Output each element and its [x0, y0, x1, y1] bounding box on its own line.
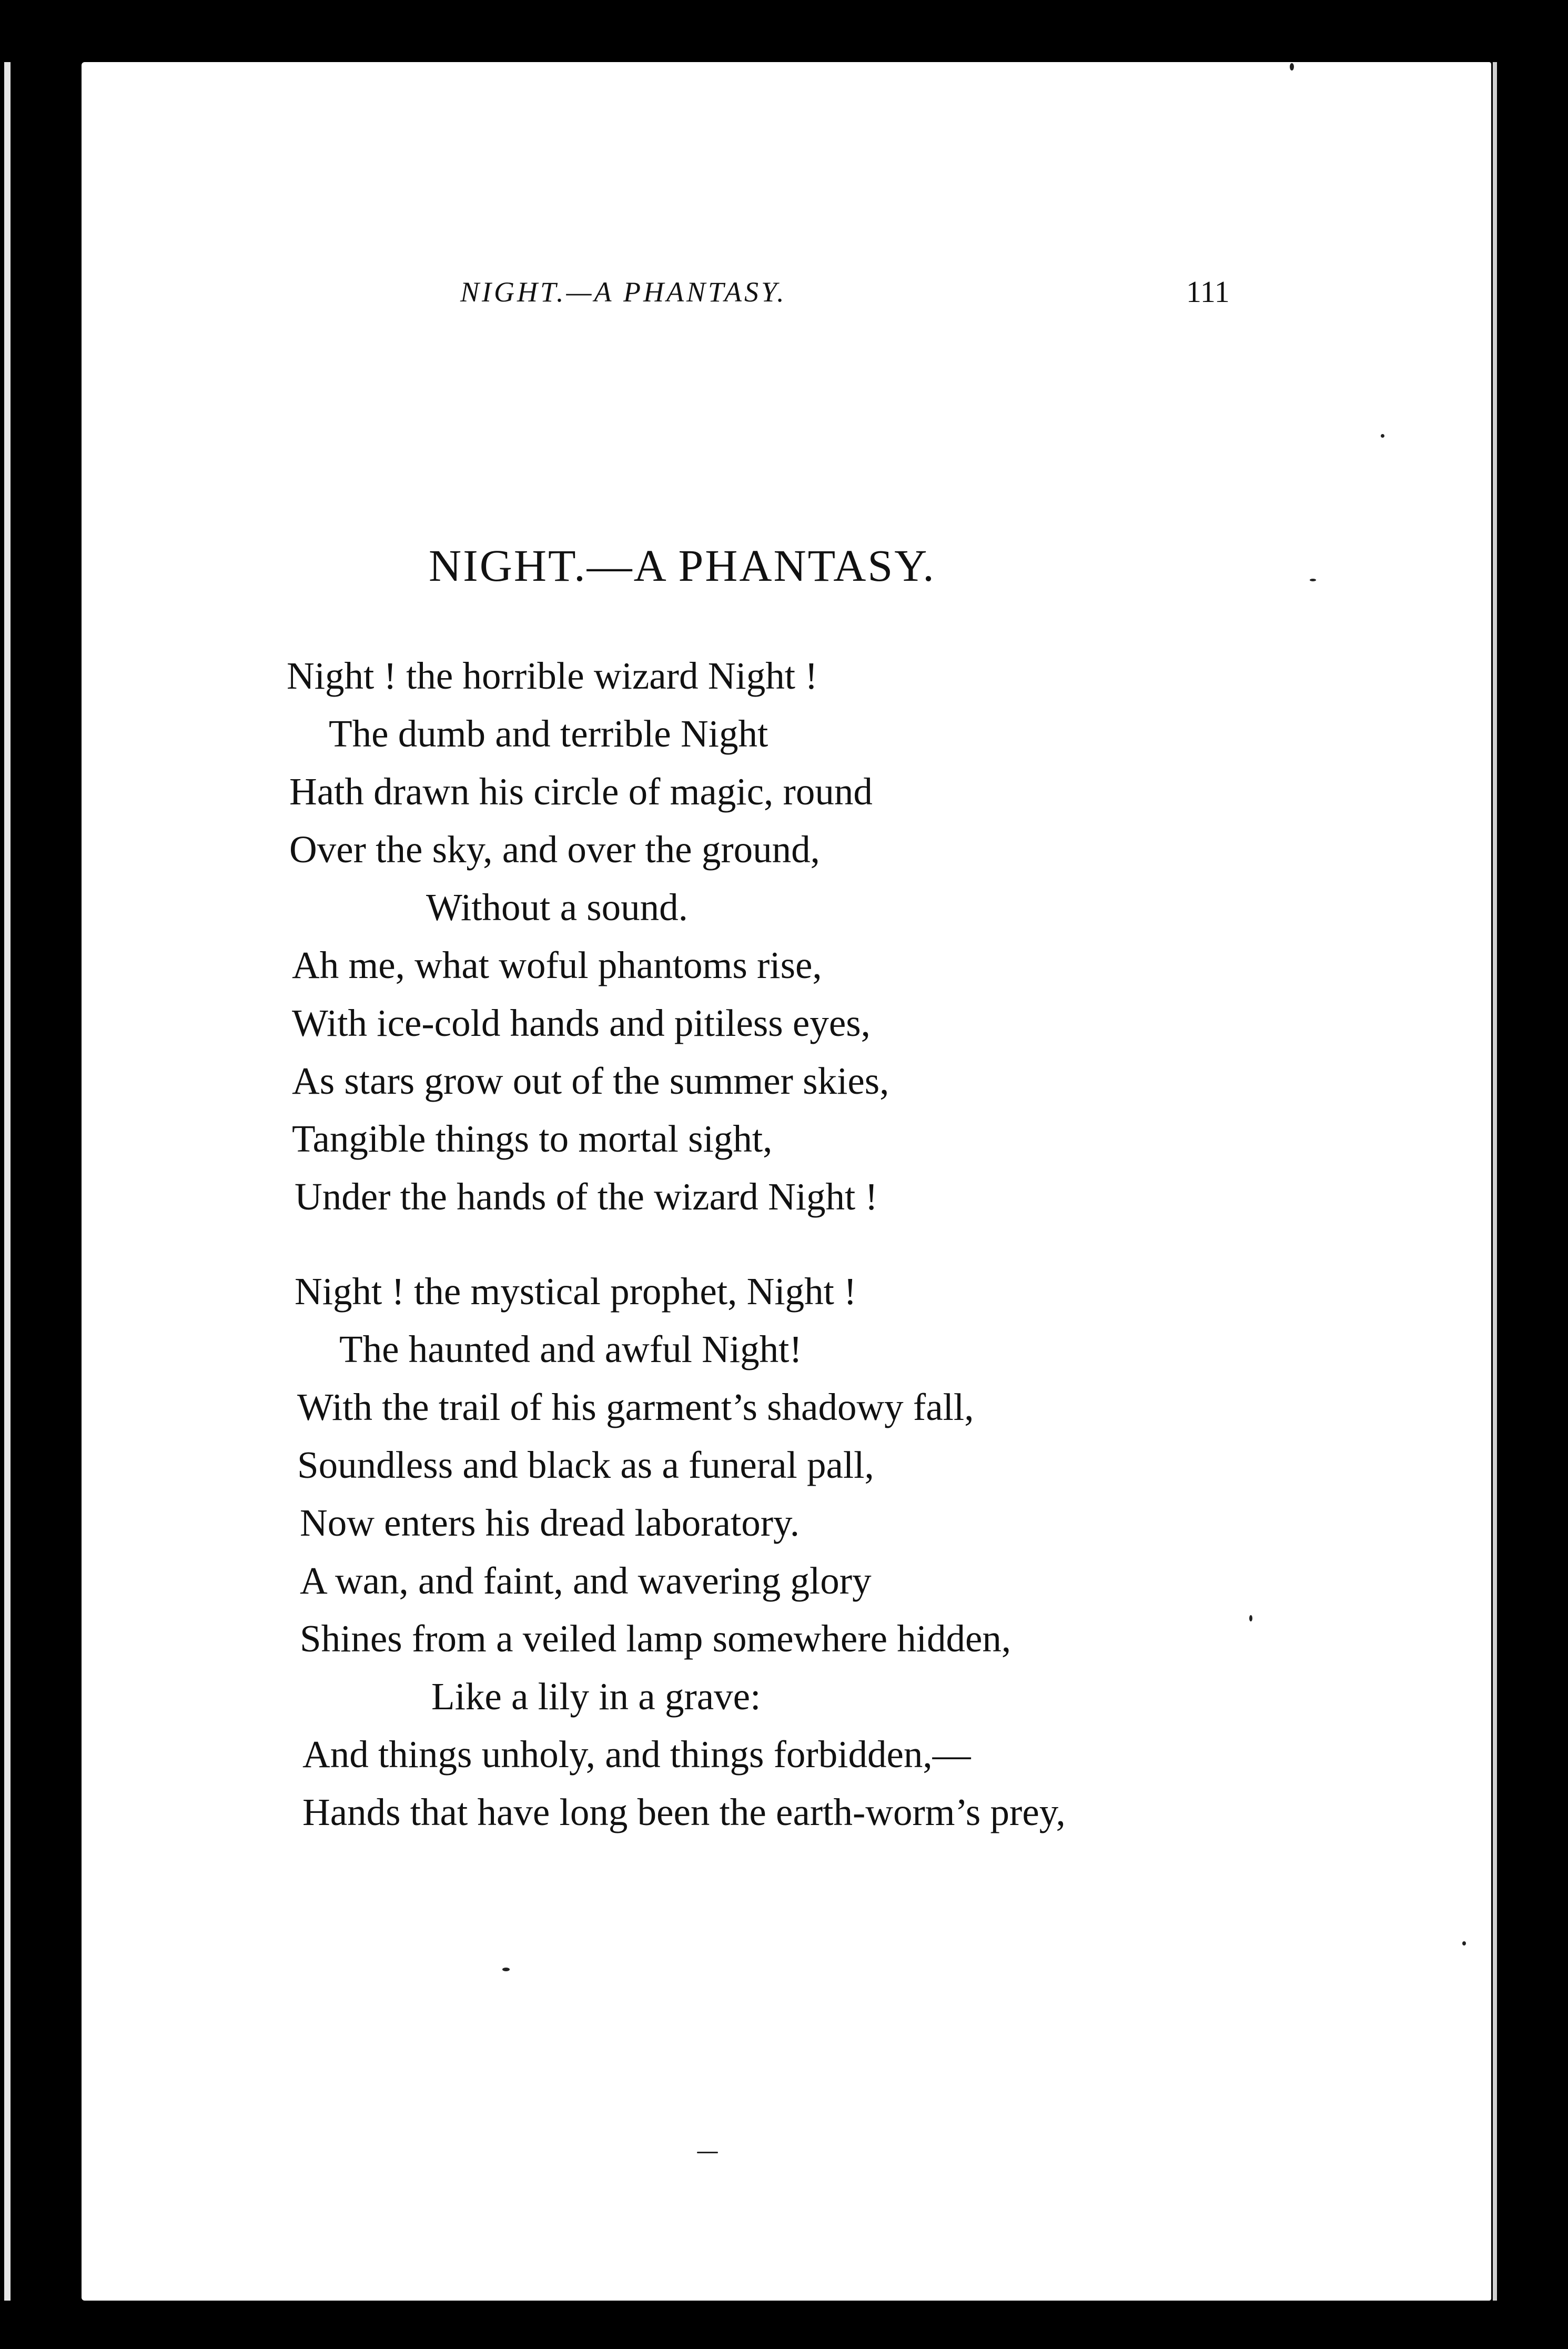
left-page-edge — [4, 62, 11, 2301]
poem-line: Shines from a veiled lamp somewhere hidden, — [300, 1617, 1011, 1660]
page-number: 111 — [1186, 275, 1230, 309]
poem-line: Tangible things to mortal sight, — [292, 1117, 773, 1160]
poem-line: Hath drawn his circle of magic, round — [289, 770, 873, 813]
running-head-title: NIGHT.—A PHANTASY. — [460, 276, 787, 308]
poem-line: A wan, and faint, and wavering glory — [300, 1559, 872, 1602]
poem-line: Now enters his dread laboratory. — [300, 1501, 800, 1544]
scan-speck — [1462, 1941, 1466, 1945]
poem-line: With the trail of his garment’s shadowy fall, — [297, 1386, 974, 1428]
poem-line: The dumb and terrible Night — [329, 712, 768, 755]
scan-speck — [1290, 63, 1294, 70]
right-page-edge — [1493, 62, 1497, 2301]
poem-line: Hands that have long been the earth-worm’s prey, — [302, 1791, 1066, 1833]
scan-speck — [1310, 579, 1316, 581]
poem-line: Night ! the horrible wizard Night ! — [287, 654, 818, 697]
poem-line: Ah me, what woful phantoms rise, — [292, 944, 822, 986]
poem-line: Under the hands of the wizard Night ! — [295, 1175, 878, 1218]
scan-speck — [1249, 1615, 1252, 1621]
scan-speck — [1381, 434, 1384, 438]
poem-line: With ice-cold hands and pitiless eyes, — [292, 1002, 871, 1044]
poem-line: Soundless and black as a funeral pall, — [297, 1444, 874, 1486]
running-head — [0, 268, 1568, 316]
poem-line: Over the sky, and over the ground, — [289, 828, 820, 871]
poem-title: NIGHT.—A PHANTASY. — [429, 540, 936, 591]
poem-line: The haunted and awful Night! — [339, 1328, 802, 1370]
poem-line: As stars grow out of the summer skies, — [292, 1060, 889, 1102]
poem-line: Like a lily in a grave: — [431, 1675, 761, 1718]
poem-line: Night ! the mystical prophet, Night ! — [295, 1270, 857, 1313]
poem-line: And things unholy, and things forbidden,— — [302, 1733, 971, 1776]
poem-line: Without a sound. — [426, 886, 688, 929]
scan-speck — [697, 2152, 718, 2153]
scan-speck — [502, 1968, 510, 1971]
